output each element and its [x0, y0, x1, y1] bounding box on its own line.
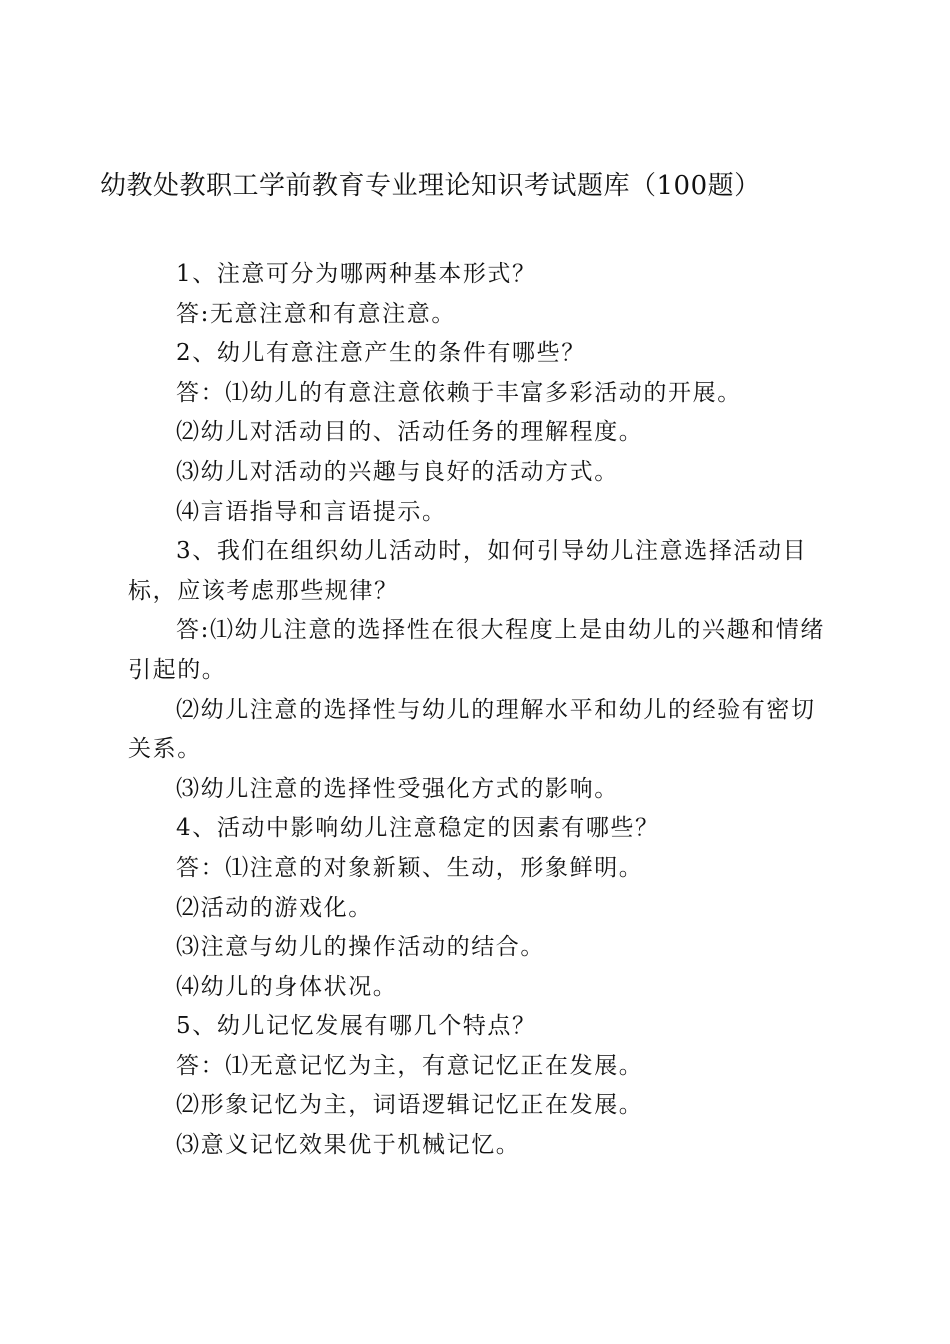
answer-5-item-1: 答：⑴无意记忆为主，有意记忆正在发展。 [176, 1052, 644, 1079]
question-2: 2、幼儿有意注意产生的条件有哪些？ [176, 340, 586, 367]
answer-4-item-4: ⑷幼儿的身体状况。 [176, 973, 398, 1000]
answer-4-item-3: ⑶注意与幼儿的操作活动的结合。 [176, 934, 545, 961]
question-3: 3、我们在组织幼儿活动时，如何引导幼儿注意选择活动目标，应该考虑那些规律？ [128, 538, 808, 604]
answer-1: 答:无意注意和有意注意。 [176, 300, 456, 327]
question-1: 1、注意可分为哪两种基本形式？ [176, 261, 537, 287]
answer-4-item-1: 答：⑴注意的对象新颖、生动，形象鲜明。 [176, 854, 644, 881]
document-body [128, 255, 834, 1166]
answer-2-item-1: 答：⑴幼儿的有意注意依赖于丰富多彩活动的开展。 [176, 379, 742, 406]
question-4: 4、活动中影响幼儿注意稳定的因素有哪些？ [176, 815, 660, 842]
answer-5-item-2: ⑵形象记忆为主，词语逻辑记忆正在发展。 [176, 1092, 644, 1119]
question-5: 5、幼儿记忆发展有哪几个特点？ [176, 1013, 537, 1040]
answer-2-item-4: ⑷言语指导和言语提示。 [176, 498, 447, 525]
answer-2-item-2: ⑵幼儿对活动目的、活动任务的理解程度。 [176, 419, 644, 446]
answer-3-item-3: ⑶幼儿注意的选择性受强化方式的影响。 [176, 775, 619, 802]
answer-5-item-3: ⑶意义记忆效果优于机械记忆。 [176, 1132, 521, 1159]
answer-4-item-2: ⑵活动的游戏化。 [176, 894, 373, 921]
page-title: 幼教处教职工学前教育专业理论知识考试题库（100题） [100, 171, 761, 201]
answer-3-item-1: 答:⑴幼儿注意的选择性在很大程度上是由幼儿的兴趣和情绪引起的。 [128, 617, 825, 683]
answer-2-item-3: ⑶幼儿对活动的兴趣与良好的活动方式。 [176, 458, 619, 485]
answer-3-item-2: ⑵幼儿注意的选择性与幼儿的理解水平和幼儿的经验有密切关系。 [128, 696, 816, 763]
